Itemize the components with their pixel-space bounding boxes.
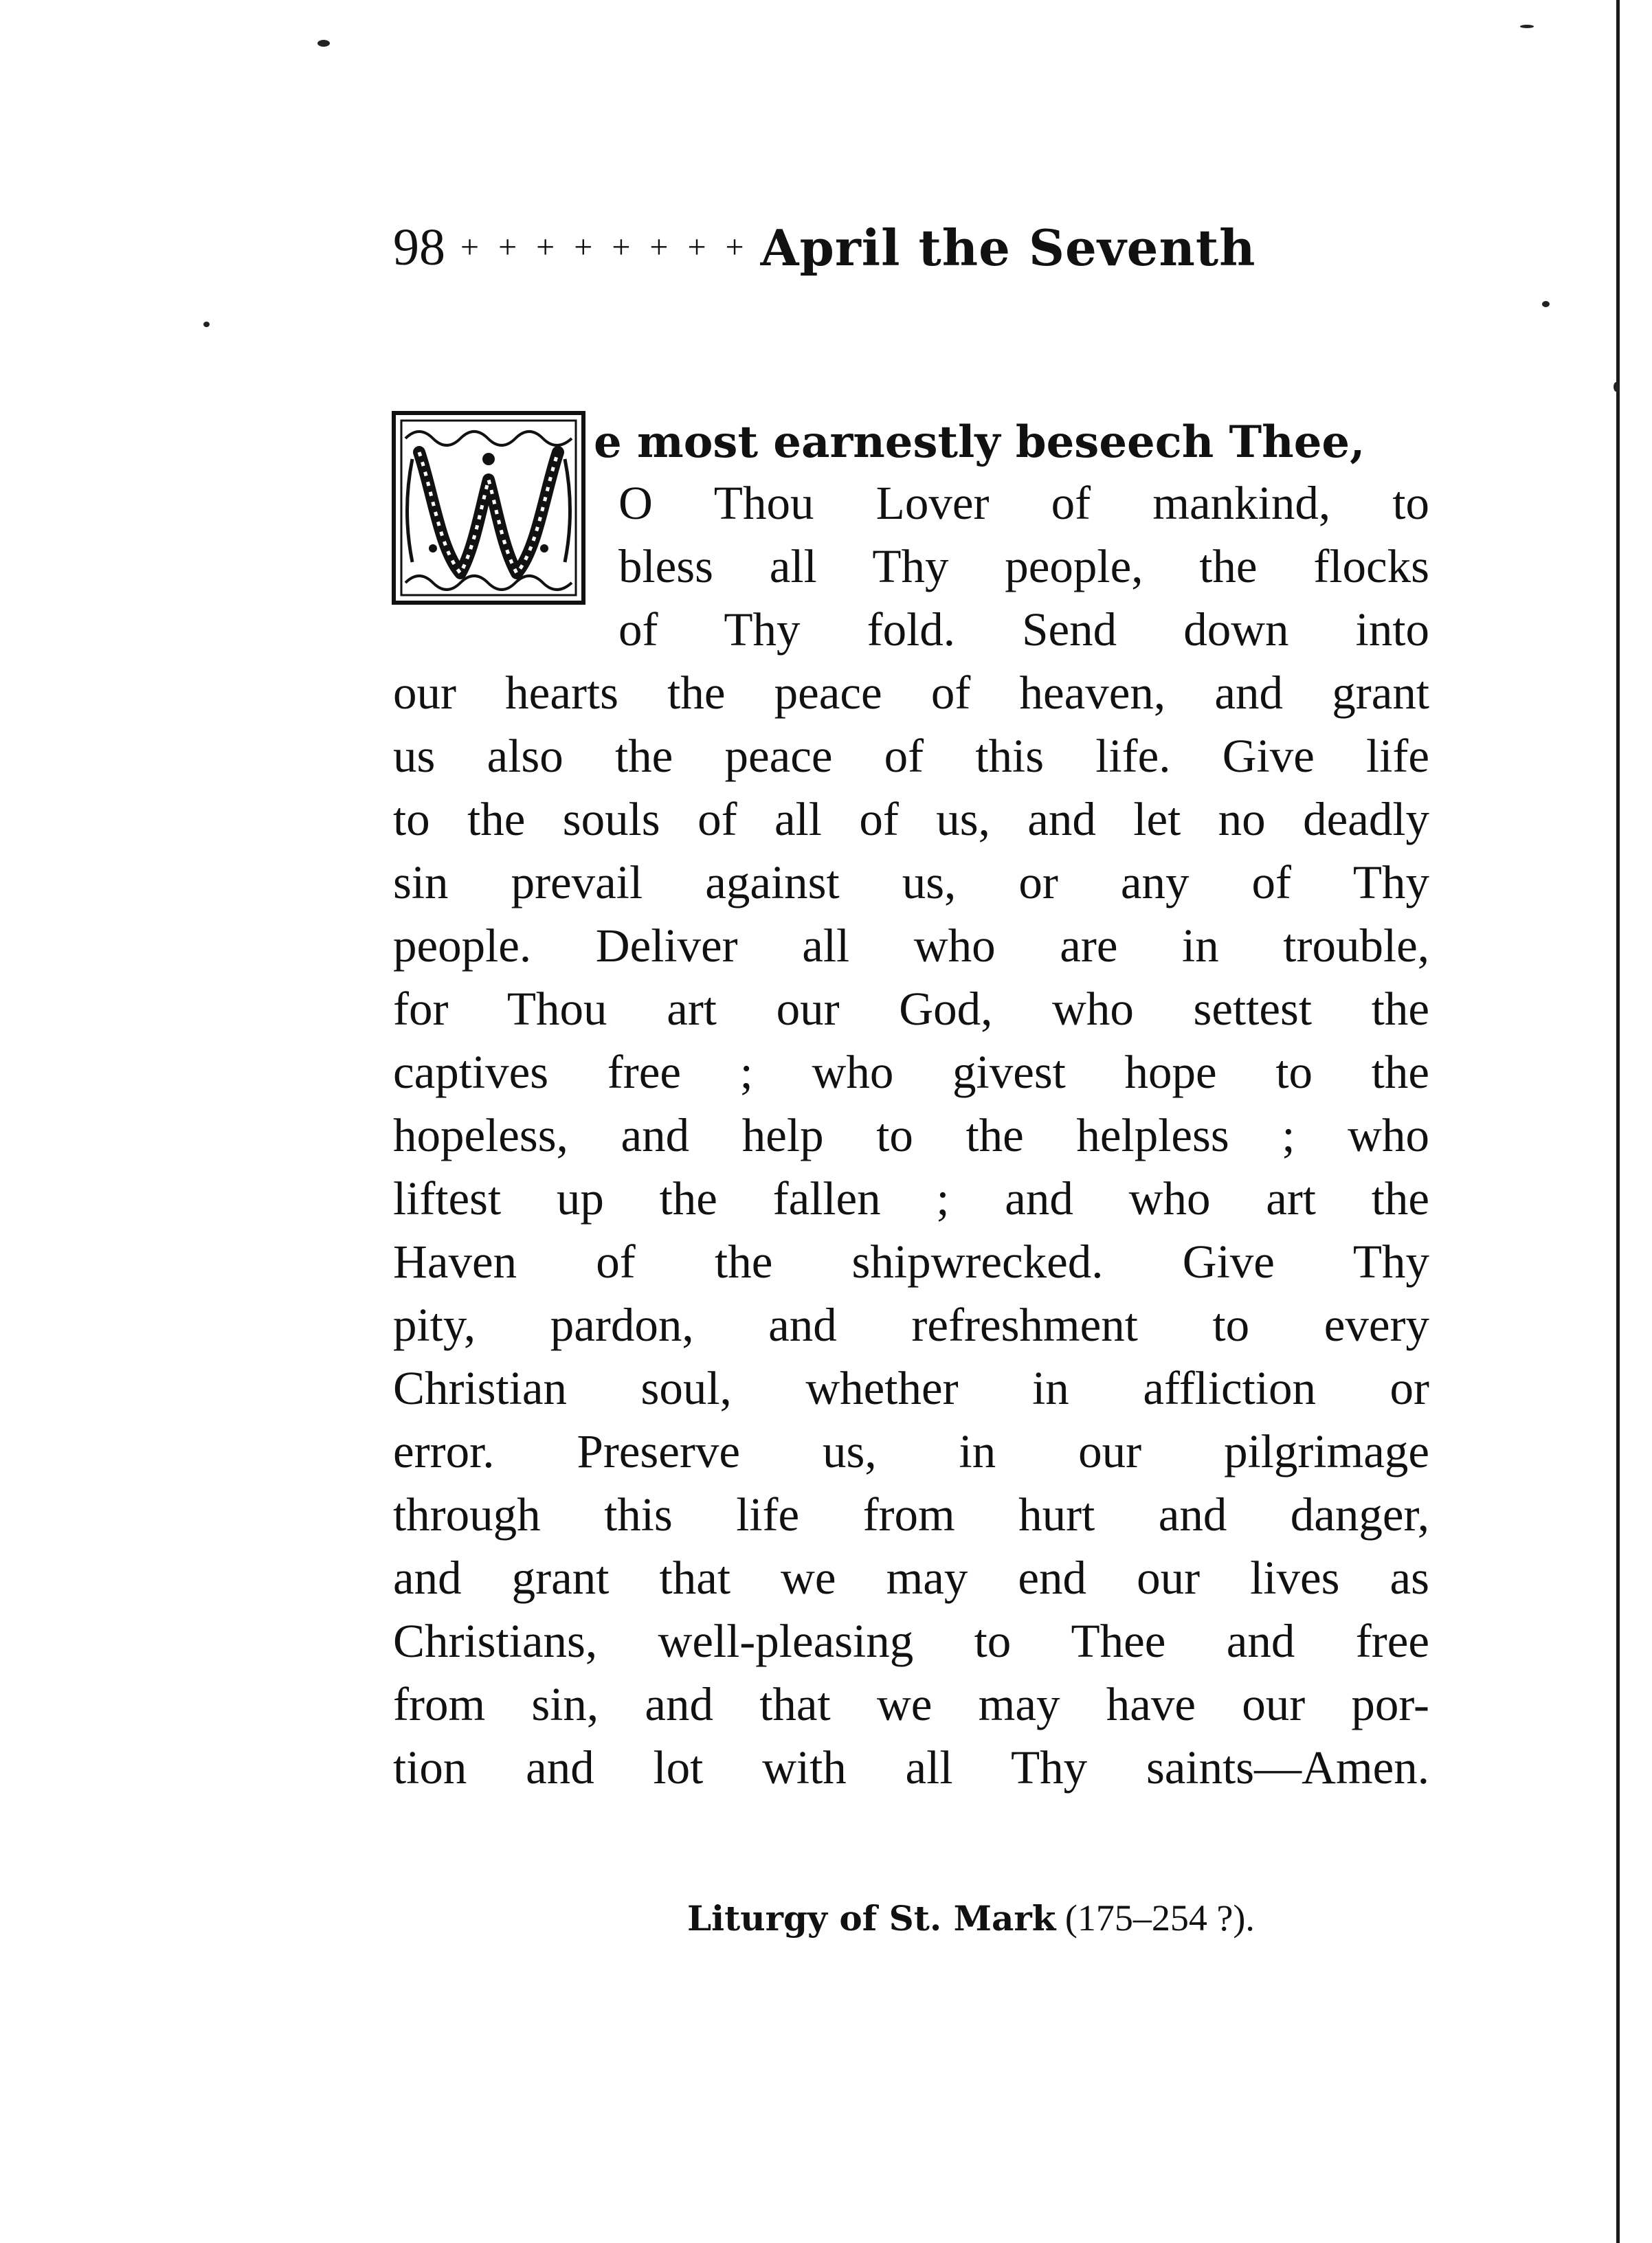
prayer-line: Christian soul, whether in affliction or bbox=[393, 1362, 1429, 1414]
cross-ornament-icon: + bbox=[498, 229, 517, 265]
prayer-line: O Thou Lover of mankind, to bbox=[618, 477, 1429, 529]
page-edge-line bbox=[1616, 0, 1620, 2243]
attribution bbox=[687, 1897, 1255, 1939]
prayer-line: to the souls of all of us, and let no deadly bbox=[393, 793, 1429, 845]
cross-ornament-icon: + bbox=[687, 229, 706, 265]
prayer-line: tion and lot with all Thy saints—Amen. bbox=[393, 1741, 1429, 1794]
prayer-line: captives free ; who givest hope to the bbox=[393, 1046, 1429, 1098]
prayer-line: through this life from hurt and danger, bbox=[393, 1488, 1429, 1541]
prayer-line: people. Deliver all who are in trouble, bbox=[393, 919, 1429, 972]
prayer-line: for Thou art our God, who settest the bbox=[393, 983, 1429, 1035]
scan-speck bbox=[1614, 382, 1619, 392]
prayer-line: us also the peace of this life. Give life bbox=[393, 730, 1429, 782]
prayer-line: Haven of the shipwrecked. Give Thy bbox=[393, 1236, 1429, 1288]
cross-ornament-icon: + bbox=[536, 229, 555, 265]
prayer-line: our hearts the peace of heaven, and grant bbox=[393, 667, 1429, 719]
prayer-line: hopeless, and help to the helpless ; who bbox=[393, 1109, 1429, 1161]
drop-cap-ornament bbox=[392, 411, 585, 605]
prayer-line: of Thy fold. Send down into bbox=[618, 603, 1429, 656]
scan-speck bbox=[1520, 25, 1534, 28]
running-title: April the Seventh bbox=[760, 218, 1256, 277]
attribution-dates: (175–254 ?). bbox=[1064, 1897, 1255, 1939]
prayer-line: pity, pardon, and refreshment to every bbox=[393, 1299, 1429, 1351]
cross-ornament-icon: + bbox=[649, 229, 669, 265]
scan-speck bbox=[1542, 301, 1550, 307]
prayer-line: and grant that we may end our lives as bbox=[393, 1552, 1429, 1604]
cross-ornament-icon: + bbox=[574, 229, 593, 265]
cross-ornament-icon: + bbox=[612, 229, 631, 265]
prayer-line: bless all Thy people, the flocks bbox=[618, 540, 1429, 592]
scan-speck bbox=[317, 40, 330, 47]
prayer-line: sin prevail against us, or any of Thy bbox=[393, 856, 1429, 908]
cross-ornament-icon: + bbox=[725, 229, 744, 265]
page-header bbox=[393, 206, 1438, 289]
prayer-line: Christians, well-pleasing to Thee and free bbox=[393, 1615, 1429, 1667]
prayer-line: liftest up the fallen ; and who art the bbox=[393, 1172, 1429, 1225]
prayer-line: from sin, and that we may have our por- bbox=[393, 1678, 1429, 1730]
page-number: 98 bbox=[393, 218, 445, 276]
prayer-first-line: e most earnestly beseech Thee, bbox=[594, 416, 1365, 468]
prayer-line: error. Preserve us, in our pilgrimage bbox=[393, 1425, 1429, 1477]
attribution-source: Liturgy of St. Mark bbox=[687, 1898, 1056, 1939]
scan-speck bbox=[203, 322, 210, 327]
ornament-row bbox=[460, 231, 744, 264]
cross-ornament-icon: + bbox=[460, 229, 480, 265]
